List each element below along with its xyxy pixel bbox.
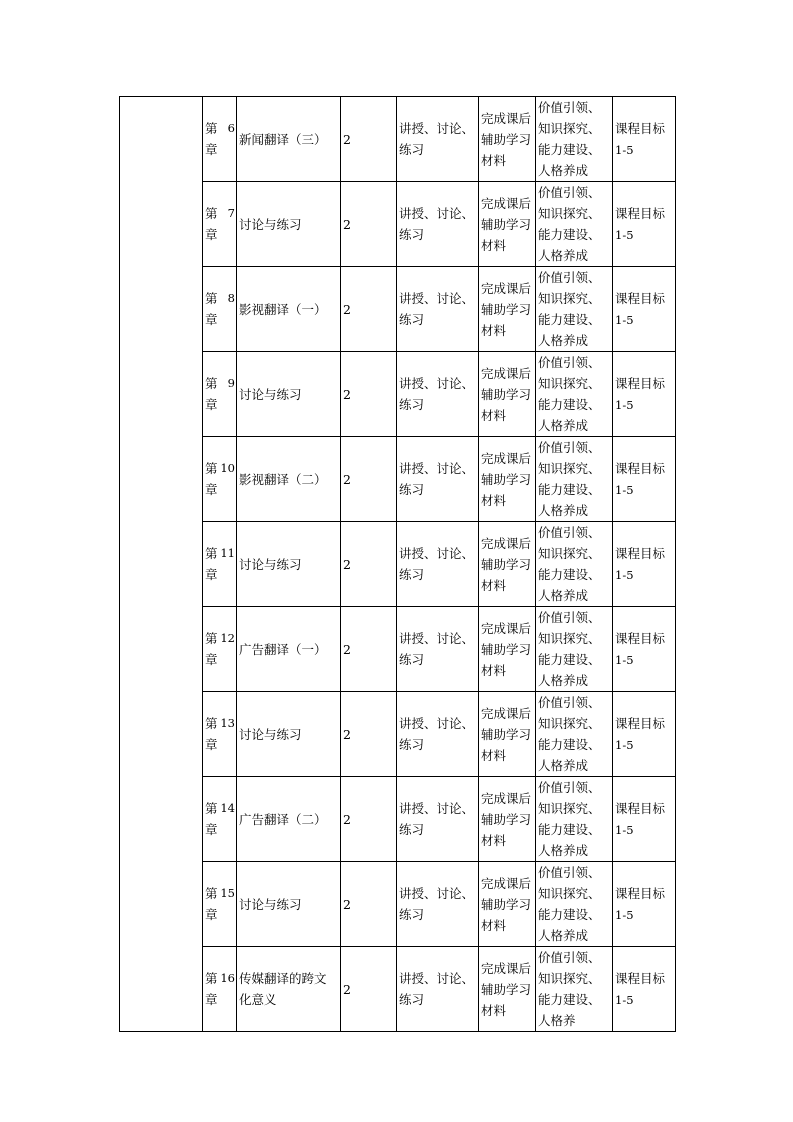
course-goal: [613, 182, 676, 267]
chapter-cell: [203, 692, 237, 777]
chapter-suffix: 章: [205, 652, 218, 667]
course-goal-range: 1-5: [615, 652, 634, 667]
chapter-cell: [203, 437, 237, 522]
assignment: 完成课后辅助学习材料: [479, 352, 536, 437]
course-goal-text: 课程目标: [615, 885, 666, 901]
chapter-cell: [203, 607, 237, 692]
table-row: [120, 862, 676, 947]
chapter-title: 影视翻译（一）: [237, 267, 341, 352]
class-hours: 2: [341, 862, 397, 947]
learning-outcome: 价值引领、知识探究、能力建设、人格养成: [536, 437, 613, 522]
teaching-method: 讲授、讨论、练习: [397, 522, 479, 607]
table-row: [120, 267, 676, 352]
chapter-number: 10: [220, 461, 235, 475]
chapter-number: 13: [220, 716, 235, 730]
learning-outcome: 价值引领、知识探究、能力建设、人格养成: [536, 692, 613, 777]
chapter-suffix: 章: [205, 822, 218, 837]
chapter-prefix: 第: [205, 886, 218, 901]
assignment: 完成课后辅助学习材料: [479, 267, 536, 352]
assignment: 完成课后辅助学习材料: [479, 182, 536, 267]
chapter-title: 广告翻译（一）: [237, 607, 341, 692]
chapter-suffix: 章: [205, 397, 218, 412]
chapter-prefix: 第: [205, 376, 218, 391]
chapter-suffix: 章: [205, 567, 218, 582]
chapter-prefix: 第: [205, 206, 218, 221]
chapter-cell: [203, 862, 237, 947]
class-hours: 2: [341, 182, 397, 267]
course-goal-text: 课程目标: [615, 120, 666, 136]
class-hours: 2: [341, 522, 397, 607]
class-hours: 2: [341, 267, 397, 352]
course-goal: [613, 692, 676, 777]
class-hours: 2: [341, 437, 397, 522]
teaching-method: 讲授、讨论、练习: [397, 862, 479, 947]
assignment: 完成课后辅助学习材料: [479, 947, 536, 1032]
class-hours: 2: [341, 777, 397, 862]
chapter-title: 讨论与练习: [237, 182, 341, 267]
course-goal-range: 1-5: [615, 482, 634, 497]
course-goal-text: 课程目标: [615, 970, 666, 986]
course-goal-range: 1-5: [615, 397, 634, 412]
teaching-method: 讲授、讨论、练习: [397, 947, 479, 1032]
chapter-prefix: 第: [205, 631, 218, 646]
assignment: 完成课后辅助学习材料: [479, 862, 536, 947]
learning-outcome: 价值引领、知识探究、能力建设、人格养成: [536, 522, 613, 607]
table-row: [120, 437, 676, 522]
chapter-cell: [203, 522, 237, 607]
chapter-cell: [203, 777, 237, 862]
assignment: 完成课后辅助学习材料: [479, 97, 536, 182]
chapter-suffix: 章: [205, 227, 218, 242]
chapter-title: 新闻翻译（三）: [237, 97, 341, 182]
table-row: [120, 97, 676, 182]
chapter-number: 7: [227, 206, 235, 220]
class-hours: 2: [341, 692, 397, 777]
learning-outcome: 价值引领、知识探究、能力建设、人格养: [536, 947, 613, 1032]
chapter-title: 讨论与练习: [237, 692, 341, 777]
course-goal: [613, 97, 676, 182]
course-goal-range: 1-5: [615, 142, 634, 157]
chapter-suffix: 章: [205, 312, 218, 327]
course-goal: [613, 947, 676, 1032]
teaching-method: 讲授、讨论、练习: [397, 692, 479, 777]
chapter-title: 讨论与练习: [237, 862, 341, 947]
assignment: 完成课后辅助学习材料: [479, 777, 536, 862]
course-goal-range: 1-5: [615, 567, 634, 582]
chapter-number: 12: [220, 631, 235, 645]
chapter-prefix: 第: [205, 801, 218, 816]
chapter-prefix: 第: [205, 971, 218, 986]
assignment: 完成课后辅助学习材料: [479, 607, 536, 692]
chapter-suffix: 章: [205, 907, 218, 922]
table-row: [120, 947, 676, 1032]
assignment: 完成课后辅助学习材料: [479, 437, 536, 522]
chapter-cell: [203, 947, 237, 1032]
chapter-title: 影视翻译（二）: [237, 437, 341, 522]
course-goal: [613, 437, 676, 522]
learning-outcome: 价值引领、知识探究、能力建设、人格养成: [536, 182, 613, 267]
table-row: [120, 352, 676, 437]
table-row: [120, 777, 676, 862]
course-goal: [613, 352, 676, 437]
class-hours: 2: [341, 947, 397, 1032]
course-goal-text: 课程目标: [615, 545, 666, 561]
chapter-suffix: 章: [205, 142, 218, 157]
chapter-number: 11: [220, 546, 235, 560]
course-goal-text: 课程目标: [615, 630, 666, 646]
table-row: [120, 692, 676, 777]
table-row: [120, 182, 676, 267]
teaching-method: 讲授、讨论、练习: [397, 267, 479, 352]
learning-outcome: 价值引领、知识探究、能力建设、人格养成: [536, 777, 613, 862]
chapter-number: 15: [220, 886, 235, 900]
merged-blank-cell: [120, 97, 203, 1032]
table-row: [120, 607, 676, 692]
course-goal-range: 1-5: [615, 907, 634, 922]
chapter-prefix: 第: [205, 716, 218, 731]
course-goal-text: 课程目标: [615, 715, 666, 731]
table-row: [120, 522, 676, 607]
chapter-title: 传媒翻译的跨文化意义: [237, 947, 341, 1032]
course-goal: [613, 267, 676, 352]
class-hours: 2: [341, 97, 397, 182]
course-goal-text: 课程目标: [615, 800, 666, 816]
learning-outcome: 价值引领、知识探究、能力建设、人格养成: [536, 267, 613, 352]
course-goal-text: 课程目标: [615, 290, 666, 306]
chapter-suffix: 章: [205, 992, 218, 1007]
course-goal-range: 1-5: [615, 822, 634, 837]
chapter-prefix: 第: [205, 121, 218, 136]
course-goal-text: 课程目标: [615, 375, 666, 391]
chapter-cell: [203, 97, 237, 182]
learning-outcome: 价值引领、知识探究、能力建设、人格养成: [536, 352, 613, 437]
chapter-suffix: 章: [205, 737, 218, 752]
course-goal: [613, 607, 676, 692]
course-goal: [613, 777, 676, 862]
chapter-cell: [203, 352, 237, 437]
chapter-title: 广告翻译（二）: [237, 777, 341, 862]
class-hours: 2: [341, 352, 397, 437]
course-goal-range: 1-5: [615, 992, 634, 1007]
teaching-method: 讲授、讨论、练习: [397, 777, 479, 862]
course-goal-text: 课程目标: [615, 205, 666, 221]
chapter-number: 14: [220, 801, 235, 815]
chapter-number: 6: [227, 121, 235, 135]
chapter-number: 9: [227, 376, 235, 390]
course-goal-range: 1-5: [615, 737, 634, 752]
chapter-title: 讨论与练习: [237, 352, 341, 437]
chapter-title: 讨论与练习: [237, 522, 341, 607]
assignment: 完成课后辅助学习材料: [479, 692, 536, 777]
teaching-method: 讲授、讨论、练习: [397, 182, 479, 267]
teaching-method: 讲授、讨论、练习: [397, 437, 479, 522]
course-goal: [613, 862, 676, 947]
table-body: [120, 97, 676, 1032]
learning-outcome: 价值引领、知识探究、能力建设、人格养成: [536, 97, 613, 182]
chapter-suffix: 章: [205, 482, 218, 497]
chapter-prefix: 第: [205, 461, 218, 476]
teaching-method: 讲授、讨论、练习: [397, 607, 479, 692]
learning-outcome: 价值引领、知识探究、能力建设、人格养成: [536, 607, 613, 692]
course-goal: [613, 522, 676, 607]
teaching-method: 讲授、讨论、练习: [397, 352, 479, 437]
class-hours: 2: [341, 607, 397, 692]
chapter-cell: [203, 182, 237, 267]
assignment: 完成课后辅助学习材料: [479, 522, 536, 607]
chapter-number: 8: [227, 291, 235, 305]
learning-outcome: 价值引领、知识探究、能力建设、人格养成: [536, 862, 613, 947]
course-goal-range: 1-5: [615, 227, 634, 242]
teaching-method: 讲授、讨论、练习: [397, 97, 479, 182]
syllabus-table: [119, 96, 676, 1032]
course-goal-range: 1-5: [615, 312, 634, 327]
course-goal-text: 课程目标: [615, 460, 666, 476]
chapter-prefix: 第: [205, 291, 218, 306]
chapter-prefix: 第: [205, 546, 218, 561]
chapter-number: 16: [220, 971, 235, 985]
chapter-cell: [203, 267, 237, 352]
